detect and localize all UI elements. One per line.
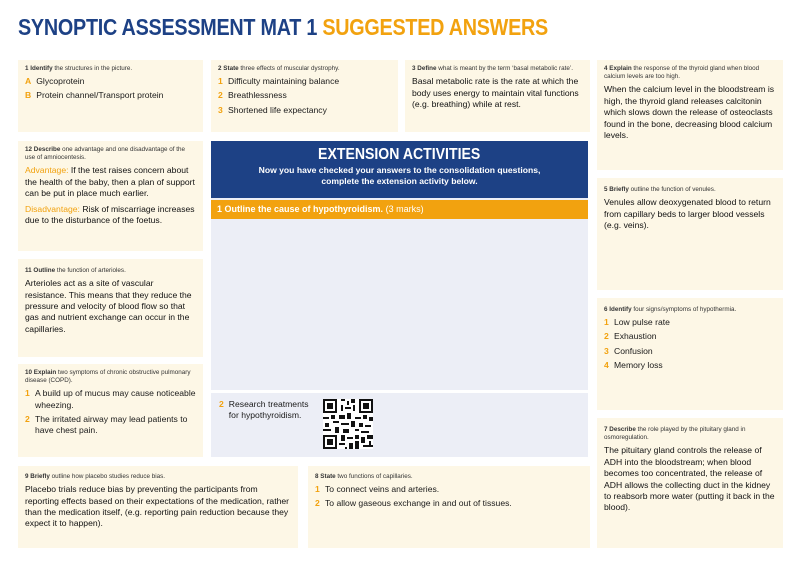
question-3-prompt: 3 Define what is meant by the term ‘basal metabolic rate’.: [412, 65, 574, 72]
question-11-card: [18, 259, 203, 357]
question-1-prompt: 1 Identify the structures in the picture.: [25, 65, 133, 72]
question-5-card: [597, 178, 783, 290]
question-11-prompt: 11 Outline the function of arterioles.: [25, 267, 126, 274]
extension-header: [211, 141, 588, 198]
list-item: 1 To connect veins and arteries.: [315, 484, 440, 495]
question-6-card: [597, 298, 783, 410]
question-3-card: [405, 60, 590, 132]
list-item: 1 Low pulse rate: [604, 317, 670, 328]
question-5-answer: Venules allow deoxygenated blood to return from capillary beds to larger blood vessels (e.g. veins).: [604, 197, 771, 231]
question-12-disadvantage: Disadvantage: Risk of miscarriage increases due to the disturbance of the foetus.: [25, 203, 195, 226]
question-10-card: [18, 364, 203, 457]
question-12-prompt: 12 Describe one advantage and one disadvantage of the use of amniocentesis.: [25, 146, 186, 162]
question-1-card: [18, 60, 203, 132]
list-item: 4 Memory loss: [604, 359, 663, 370]
list-item: 3 Confusion: [604, 345, 653, 356]
research-task: 2 Research treatments for hypothyroidism.: [211, 393, 588, 457]
question-12-card: [18, 141, 203, 251]
question-10-prompt: 10 Explain two symptoms of chronic obstructive pulmonary disease (COPD).: [25, 369, 191, 385]
question-8-card: [308, 466, 590, 548]
question-4-answer: When the calcium level in the bloodstream is high, the thyroid gland releases calcitonin which slows down the release of osteoclasts found in the bone, decreasing blood calcium levels.: [604, 84, 775, 141]
question-9-prompt: 9 Briefly outline how placebo studies reduce bias.: [25, 473, 166, 480]
question-6-prompt: 6 Identify four signs/symptoms of hypothermia.: [604, 306, 737, 313]
list-item: 1 Difficulty maintaining balance: [218, 76, 340, 87]
extension-title: EXTENSION ACTIVITIES: [318, 146, 481, 163]
question-4-card: [597, 60, 783, 170]
question-7-prompt: 7 Describe the role played by the pituitary gland in osmoregulation.: [604, 426, 746, 442]
qr-code-icon[interactable]: [323, 399, 373, 449]
question-2-card: [211, 60, 398, 132]
question-9-card: [18, 466, 298, 548]
list-item: 1 A build up of mucus may cause noticeable wheezing.: [25, 388, 196, 410]
question-11-answer: Arterioles act as a site of vascular resistance. This means that they reduce the pressure and velocity of blood flow so that gas and nutrient exchange can occur in the capillaries.: [25, 278, 192, 334]
question-5-prompt: 5 Briefly outline the function of venules.: [604, 186, 716, 193]
question-7-card: [597, 418, 783, 548]
page-title: SYNOPTIC ASSESSMENT MAT 1 SUGGESTED ANSWERS: [18, 14, 549, 40]
extension-subtitle: Now you have checked your answers to the consolidation questions, complete the extension activity below.: [258, 165, 541, 186]
research-text: Research treatments for hypothyroidism.: [228, 399, 309, 421]
question-7-answer: The pituitary gland controls the release of ADH into the bloodstream; when blood becomes too concentrated, the release of ADH allows the collecting duct in the kidney to reabsorb more water (putting it back in the blood).: [604, 445, 775, 513]
question-4-prompt: 4 Explain the response of the thyroid gland when blood calcium levels are too high.: [604, 65, 760, 81]
list-item: 2 Breathlessness: [218, 90, 287, 101]
list-item: A Glycoprotein: [25, 76, 85, 87]
list-item: B Protein channel/Transport protein: [25, 90, 164, 101]
question-2-prompt: 2 State three effects of muscular dystrophy.: [218, 65, 340, 72]
question-8-prompt: 8 State two functions of capillaries.: [315, 473, 413, 480]
extension-answer-area[interactable]: [211, 219, 588, 387]
list-item: 2 To allow gaseous exchange in and out of tissues.: [315, 498, 512, 509]
extension-task-bar: 1 Outline the cause of hypothyroidism. (3 marks): [211, 200, 588, 219]
list-item: 2 Exhaustion: [604, 331, 657, 342]
question-9-answer: Placebo trials reduce bias by preventing the participants from reporting effects based on their expectations of the medication, rather than the medication itself, (e.g. reporting pain reduction because they expect it to happen).: [25, 484, 290, 529]
list-item: 2 The irritated airway may lead patients to have chest pain.: [25, 413, 188, 435]
question-3-answer: Basal metabolic rate is the rate at which the body uses energy to maintain vital functions (e.g. breathing) while at rest.: [412, 76, 579, 110]
question-12-advantage: Advantage: If the test raises concern about the health of the baby, then a plan of support can be put in place much earlier.: [25, 165, 195, 199]
list-item: 3 Shortened life expectancy: [218, 104, 327, 115]
extension-activities-panel: [211, 141, 588, 390]
